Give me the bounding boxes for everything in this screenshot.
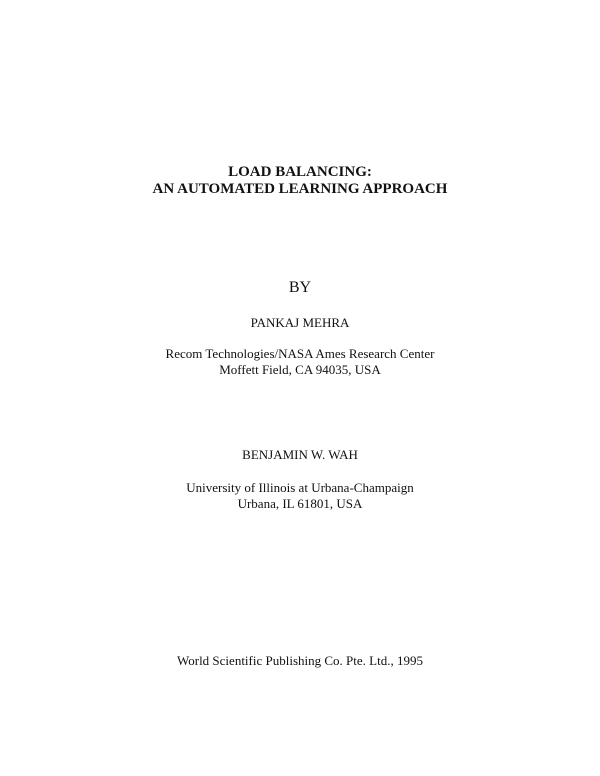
author-affiliation-line-2: Moffett Field, CA 94035, USA xyxy=(219,362,381,377)
title-line-2: AN AUTOMATED LEARNING APPROACH xyxy=(152,181,448,197)
author-name: BENJAMIN W. WAH xyxy=(242,447,358,462)
publisher-line: World Scientific Publishing Co. Pte. Ltd., 1995 xyxy=(177,653,423,668)
title-line-1: LOAD BALANCING: xyxy=(228,164,372,180)
author-affiliation-line-2: Urbana, IL 61801, USA xyxy=(237,496,363,511)
author-affiliation-line-1: Recom Technologies/NASA Ames Research Center xyxy=(165,346,435,361)
author-name: PANKAJ MEHRA xyxy=(250,315,350,330)
author-affiliation-line-1: University of Illinois at Urbana-Champaign xyxy=(186,480,414,495)
by-label: BY xyxy=(288,279,312,296)
